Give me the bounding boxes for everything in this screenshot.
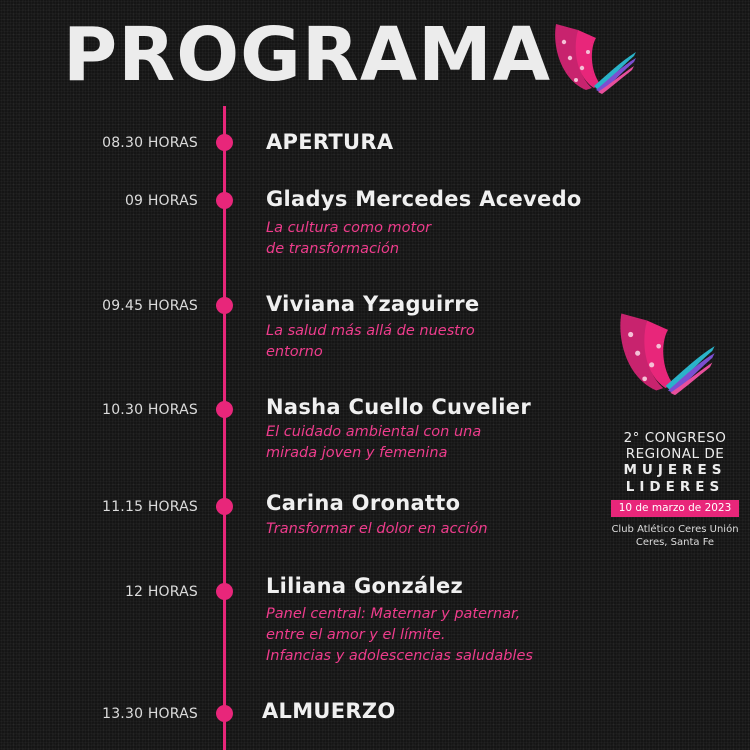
speaker-name: Gladys Mercedes Acevedo (266, 187, 582, 211)
speaker-name: Liliana González (266, 574, 464, 598)
time-label: 11.15 HORAS (102, 499, 198, 515)
venue-info (608, 523, 742, 549)
congress-logo (612, 306, 717, 398)
time-label: 13.30 HORAS (102, 706, 198, 722)
talk-topic: Panel central: Maternar y paternar, entre el amor y el límite. Infancias y adolescencias saludables (266, 606, 533, 664)
time-label: 09 HORAS (124, 193, 198, 209)
congress-type: REGIONAL DE (625, 446, 725, 462)
timeline-dot (216, 401, 233, 418)
timeline-dot (216, 192, 233, 209)
talk-topic: La salud más allá de nuestro entorno (266, 323, 475, 360)
time-label: 10.30 HORAS (102, 402, 198, 418)
session-title: ALMUERZO (262, 699, 396, 723)
page-title: PROGRAMA (63, 12, 552, 98)
event-date-badge: 10 de marzo de 2023 (611, 500, 740, 517)
talk-topic: Transformar el dolor en acción (266, 521, 488, 537)
venue-name: Club Atlético Ceres Unión (611, 524, 739, 535)
congress-name-line2: LIDERES (625, 479, 725, 495)
speaker-name: Viviana Yzaguirre (266, 292, 480, 316)
session-title: APERTURA (266, 130, 394, 154)
congress-info (608, 430, 742, 549)
timeline-dot (216, 134, 233, 151)
congress-edition: 2° CONGRESO (623, 430, 727, 446)
speaker-name: Carina Oronatto (266, 491, 461, 515)
timeline-dot (216, 498, 233, 515)
congress-name-line1: MUJERES (623, 462, 727, 478)
time-label: 12 HORAS (124, 584, 198, 600)
talk-topic: La cultura como motor de transformación (266, 220, 432, 257)
time-label: 09.45 HORAS (102, 298, 198, 314)
speaker-name: Nasha Cuello Cuvelier (266, 395, 532, 419)
talk-topic: El cuidado ambiental con una mirada joven y femenina (266, 424, 482, 461)
congress-logo (548, 18, 638, 96)
timeline-dot (216, 297, 233, 314)
venue-city: Ceres, Santa Fe (635, 537, 715, 548)
time-label: 08.30 HORAS (102, 135, 198, 151)
timeline-dot (216, 583, 233, 600)
timeline-dot (216, 705, 233, 722)
